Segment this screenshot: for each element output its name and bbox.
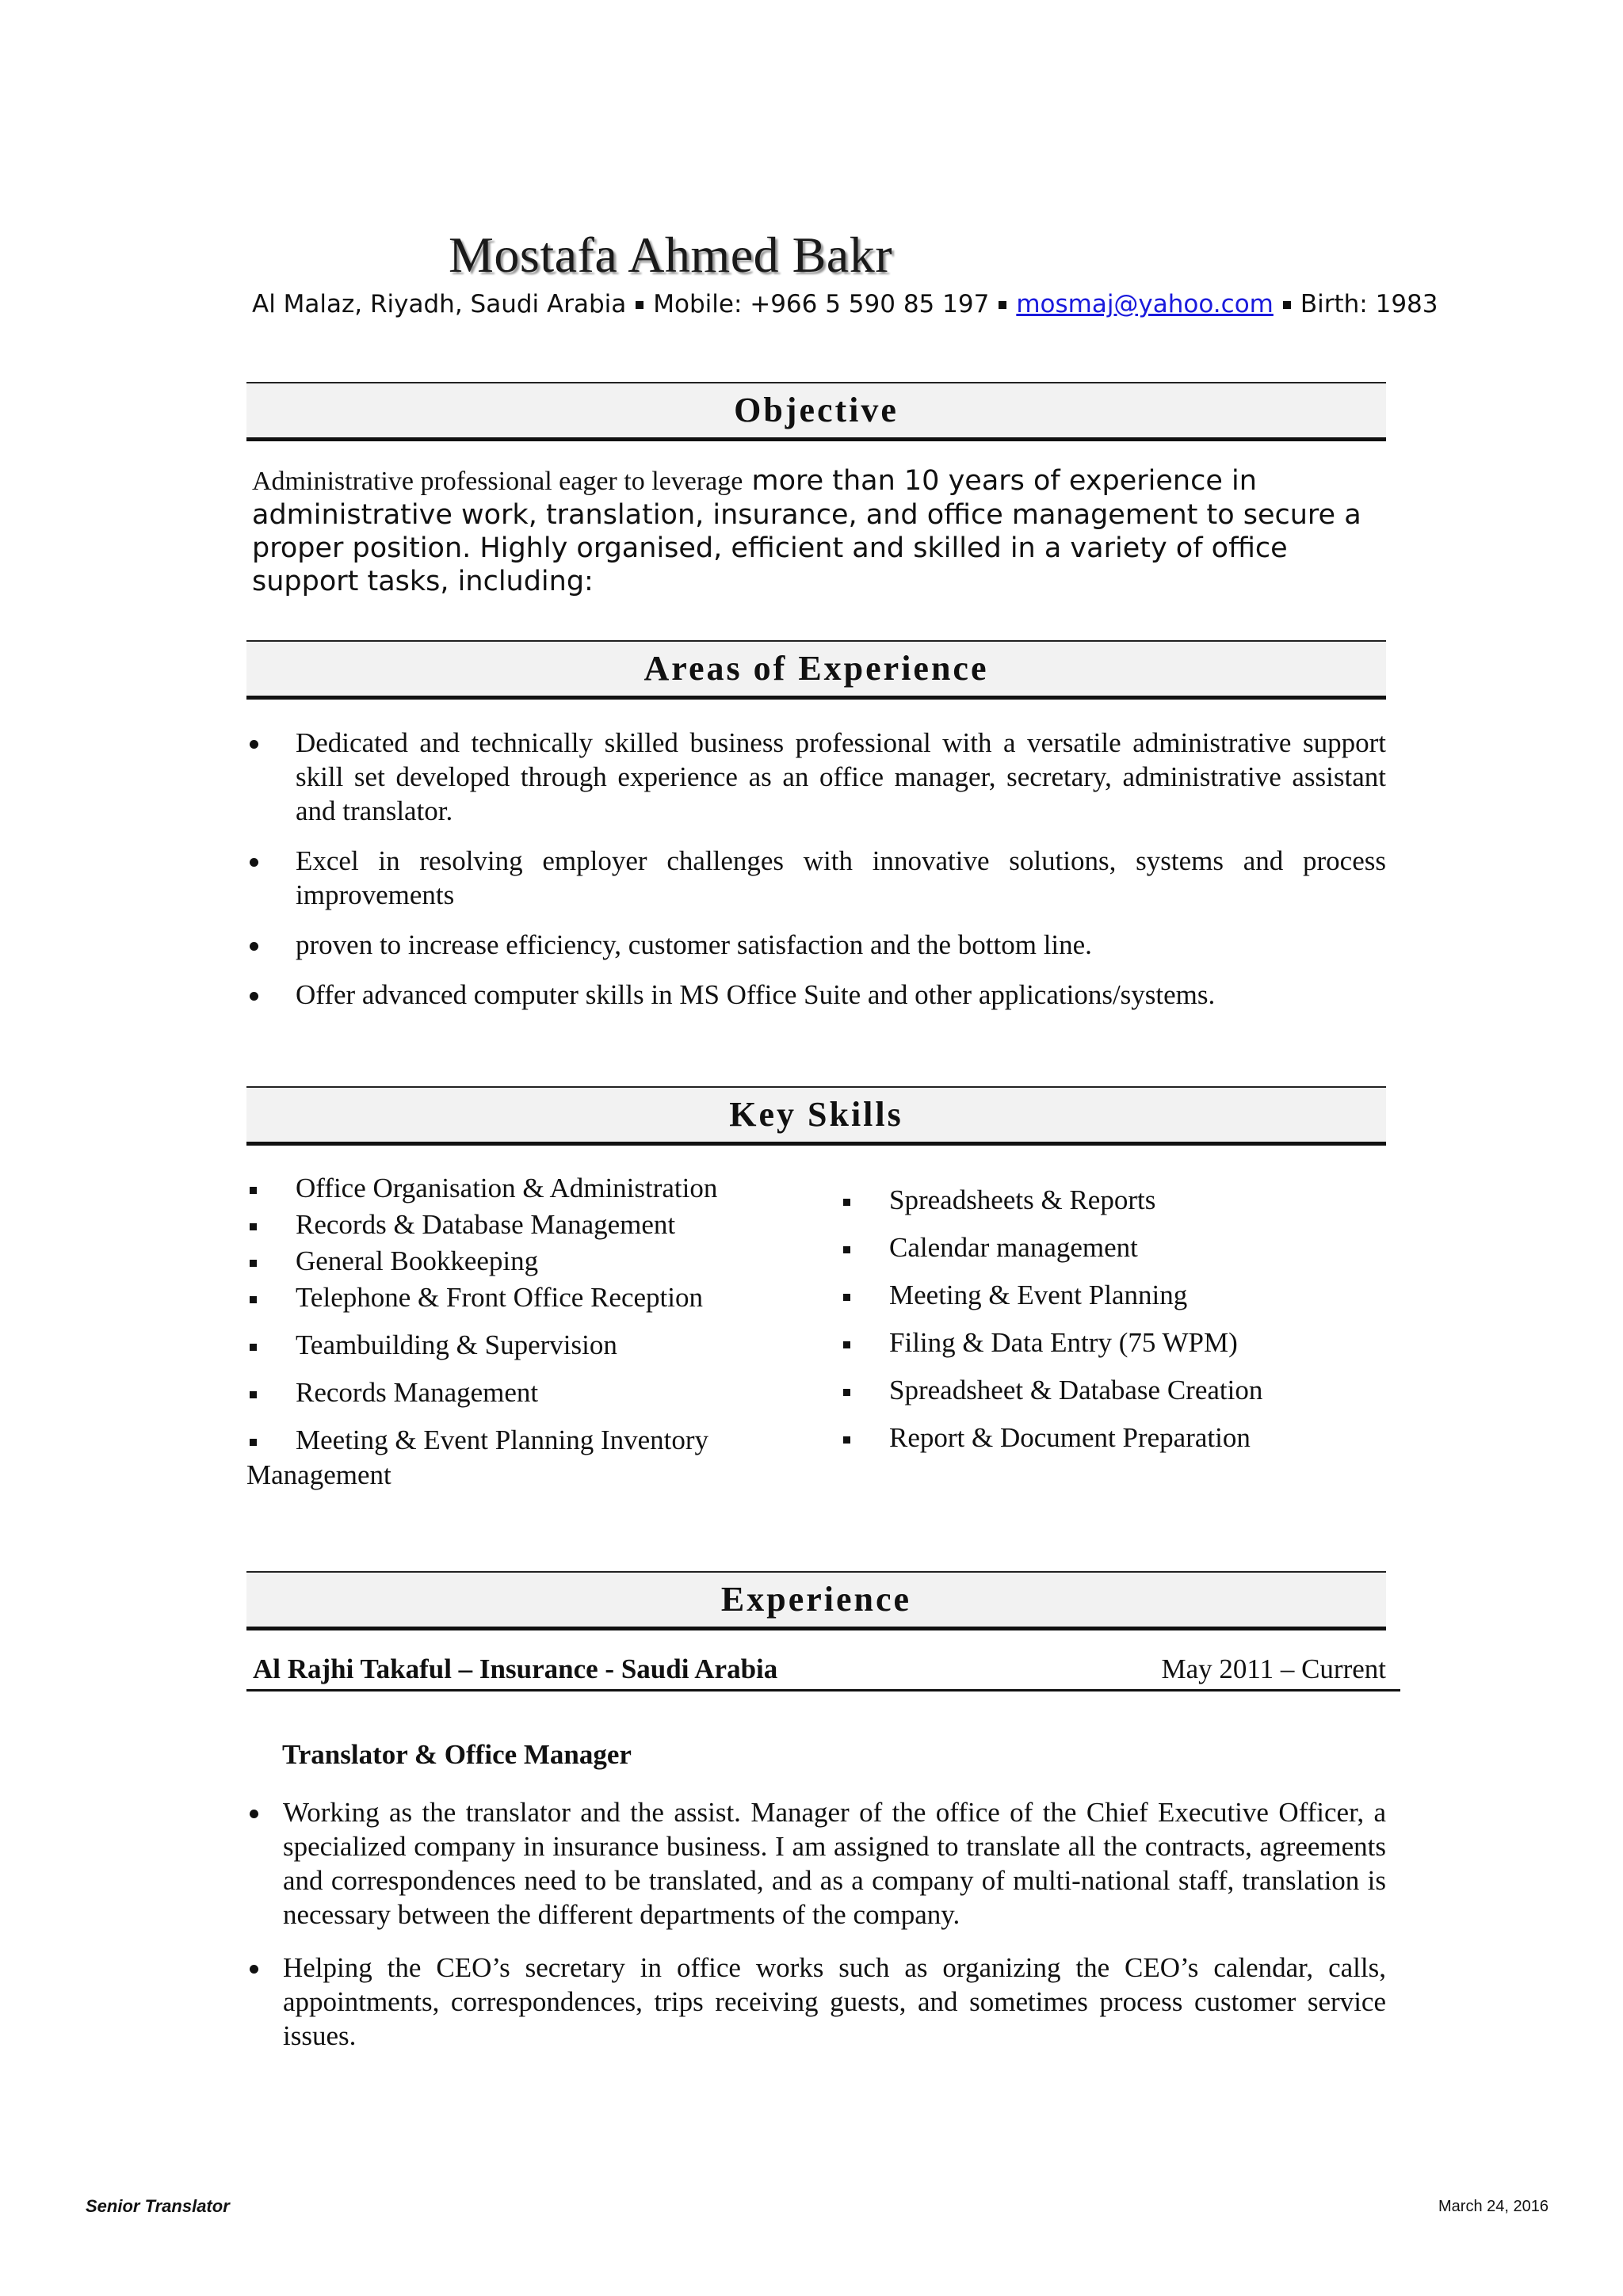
section-heading-experience: Experience	[246, 1571, 1386, 1630]
skill-item: Meeting & Event Planning Inventory	[246, 1425, 717, 1459]
candidate-name: Mostafa Ahmed Bakr	[449, 227, 892, 283]
list-item: Helping the CEO’s secretary in office works such as organizing the CEO’s calendar, calls, appointments, correspondences, trips receiving guests, and sometimes process customer service issues.	[246, 1951, 1386, 2053]
bullet-icon	[250, 942, 258, 951]
birth-year: Birth: 1983	[1300, 290, 1438, 318]
list-item: Working as the translator and the assist. Manager of the office of the Chief Executive Officer, a specialized company in insurance business. I am assigned to translate all the contracts, agreements and correspondences need to be translated, and as a company of multi-national staff, translation is necessary between the different departments of the company.	[246, 1795, 1386, 1932]
section-heading-key-skills: Key Skills	[246, 1086, 1386, 1146]
square-bullet-icon	[999, 301, 1006, 309]
skill-item: Calendar management	[840, 1232, 1262, 1280]
bullet-icon	[250, 740, 258, 749]
areas-list	[246, 726, 1386, 1028]
objective-text	[252, 464, 1377, 598]
skills-right-column	[840, 1184, 1262, 1470]
skill-item: Meeting & Event Planning	[840, 1280, 1262, 1327]
skill-item: Telephone & Front Office Reception	[246, 1282, 717, 1329]
skill-item: Records Management	[246, 1377, 717, 1425]
bullet-icon	[250, 858, 258, 867]
square-bullet-icon	[250, 1344, 257, 1351]
contact-line	[252, 290, 1438, 318]
skill-item-continuation: Management	[246, 1459, 391, 1490]
section-heading-areas-of-experience: Areas of Experience	[246, 640, 1386, 700]
square-bullet-icon	[843, 1294, 850, 1301]
skill-item: Report & Document Preparation	[840, 1422, 1262, 1470]
list-item: proven to increase efficiency, customer satisfaction and the bottom line.	[246, 928, 1386, 962]
list-item: Offer advanced computer skills in MS Office Suite and other applications/systems.	[246, 978, 1386, 1012]
square-bullet-icon	[250, 1223, 257, 1230]
square-bullet-icon	[843, 1341, 850, 1348]
skill-item: Spreadsheet & Database Creation	[840, 1375, 1262, 1422]
footer-date: March 24, 2016	[1438, 2198, 1549, 2215]
skill-item: General Bookkeeping	[246, 1245, 717, 1282]
square-bullet-icon	[250, 1296, 257, 1303]
square-bullet-icon	[1283, 301, 1291, 309]
footer-title: Senior Translator	[86, 2196, 230, 2216]
square-bullet-icon	[843, 1389, 850, 1396]
square-bullet-icon	[843, 1436, 850, 1444]
skill-item: Records & Database Management	[246, 1209, 717, 1245]
square-bullet-icon	[843, 1246, 850, 1253]
list-item: Dedicated and technically skilled business professional with a versatile administrative support skill set developed through experience as an office manager, secretary, administrative assistant and translator.	[246, 726, 1386, 828]
skill-item: Spreadsheets & Reports	[840, 1184, 1262, 1232]
company-name: Al Rajhi Takaful – Insurance - Saudi Arabia	[253, 1653, 778, 1684]
list-item: Excel in resolving employer challenges with innovative solutions, systems and process improvements	[246, 844, 1386, 912]
experience-list	[246, 1795, 1386, 2072]
square-bullet-icon	[843, 1199, 850, 1206]
skills-left-column	[246, 1173, 717, 1491]
objective-lead: Administrative professional eager to leverage	[252, 467, 743, 496]
square-bullet-icon	[250, 1391, 257, 1398]
square-bullet-icon	[636, 301, 643, 309]
section-heading-objective: Objective	[246, 382, 1386, 441]
skill-item: Filing & Data Entry (75 WPM)	[840, 1327, 1262, 1375]
objective-body: more than 10 years of experience in administrative work, translation, insurance, and office management to secure a proper position. Highly organised, efficient and skilled in a variety of office support tasks, including:	[252, 465, 1361, 597]
bullet-icon	[250, 1810, 258, 1818]
job-header	[246, 1652, 1400, 1691]
job-dates: May 2011 – Current	[1161, 1653, 1386, 1684]
skill-item: Office Organisation & Administration	[246, 1173, 717, 1209]
mobile: Mobile: +966 5 590 85 197	[653, 290, 990, 318]
square-bullet-icon	[250, 1260, 257, 1267]
skill-item: Teambuilding & Supervision	[246, 1329, 717, 1377]
square-bullet-icon	[250, 1187, 257, 1194]
bullet-icon	[250, 992, 258, 1001]
email-link[interactable]: mosmaj@yahoo.com	[1016, 290, 1274, 318]
address: Al Malaz, Riyadh, Saudi Arabia	[252, 290, 627, 318]
bullet-icon	[250, 1965, 258, 1974]
square-bullet-icon	[250, 1439, 257, 1446]
job-title: Translator & Office Manager	[282, 1739, 632, 1770]
